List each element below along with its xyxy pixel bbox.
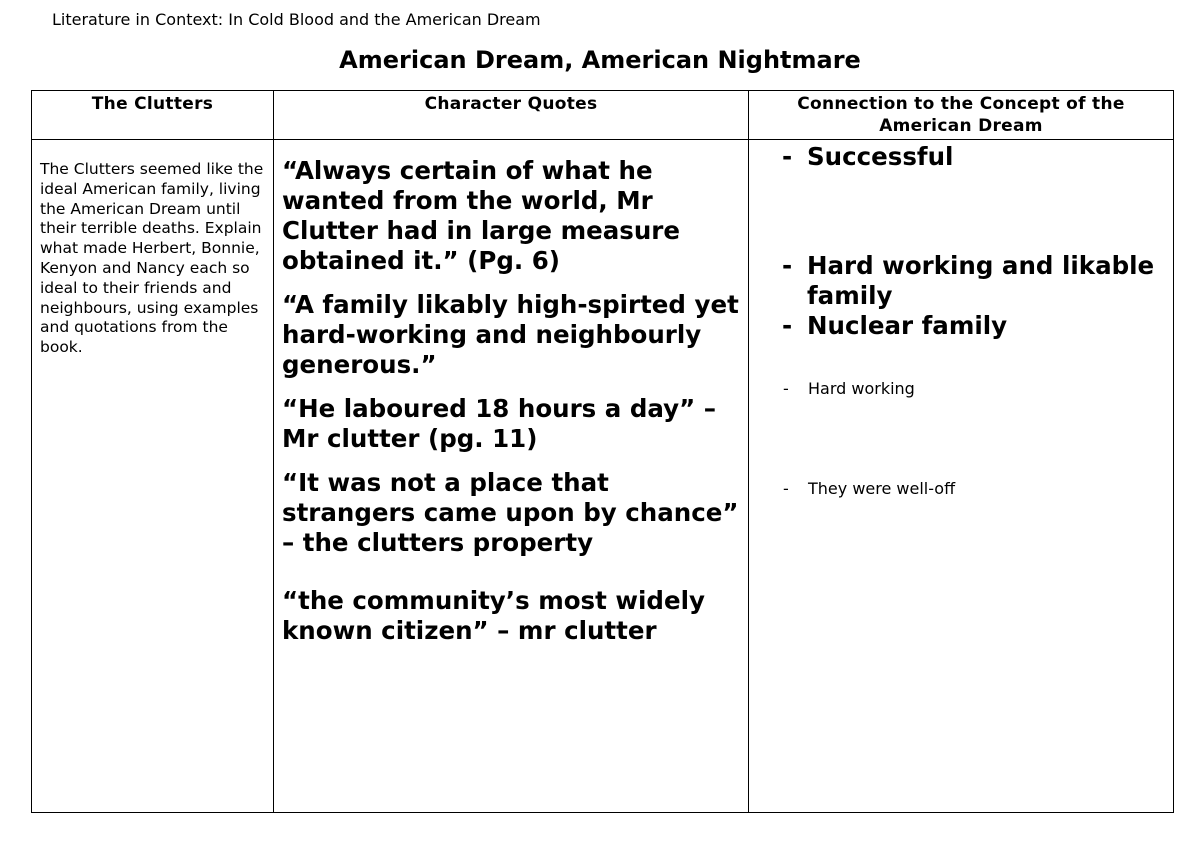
quote-item: “It was not a place that strangers came upon by chance” – the clutters property bbox=[282, 468, 739, 557]
connection-item bbox=[757, 142, 1167, 172]
quote-item: “Always certain of what he wanted from the world, Mr Clutter had in large measure obtained it.” (Pg. 6) bbox=[282, 156, 680, 275]
bullet-dash: - bbox=[783, 379, 789, 398]
connection-text: Hard working bbox=[808, 379, 915, 398]
table-row bbox=[32, 140, 1174, 813]
prompt-text: The Clutters seemed like the ideal American family, living the American Dream until their terrible deaths. Explain what made Herbert, Bonnie, Kenyon and Nancy each so ideal to their friends and neighbours, using examples and quotations from the book. bbox=[40, 160, 264, 357]
column-header-quotes: Character Quotes bbox=[274, 91, 749, 140]
quotes-cell bbox=[274, 140, 749, 813]
quote-item: “He laboured 18 hours a day” – Mr clutter (pg. 11) bbox=[282, 394, 717, 453]
connection-item bbox=[757, 251, 1167, 311]
bullet-dash: - bbox=[782, 142, 793, 171]
connection-cell bbox=[749, 140, 1174, 813]
quote-item: “A family likably high-spirted yet hard-working and neighbourly generous.” bbox=[282, 290, 739, 379]
table-header-row bbox=[32, 91, 1174, 140]
connection-item bbox=[757, 311, 1167, 341]
bullet-dash: - bbox=[783, 479, 789, 498]
document-header: Literature in Context: In Cold Blood and the American Dream bbox=[52, 10, 541, 29]
bullet-dash: - bbox=[782, 311, 793, 340]
connection-text: They were well-off bbox=[808, 479, 956, 498]
connection-item bbox=[757, 379, 1167, 399]
bullet-dash: - bbox=[782, 251, 793, 280]
column-header-clutters: The Clutters bbox=[32, 91, 274, 140]
page-title: American Dream, American Nightmare bbox=[339, 46, 861, 74]
column-header-connection: Connection to the Concept of the American Dream bbox=[749, 91, 1174, 140]
quote-item: “the community’s most widely known citizen” – mr clutter bbox=[282, 586, 705, 645]
prompt-cell bbox=[32, 140, 274, 813]
worksheet-table bbox=[31, 90, 1174, 813]
connection-text: Nuclear family bbox=[807, 311, 1008, 340]
connection-text: Hard working and likable family bbox=[807, 251, 1155, 310]
connection-item bbox=[757, 479, 1167, 499]
connection-text: Successful bbox=[807, 142, 954, 171]
